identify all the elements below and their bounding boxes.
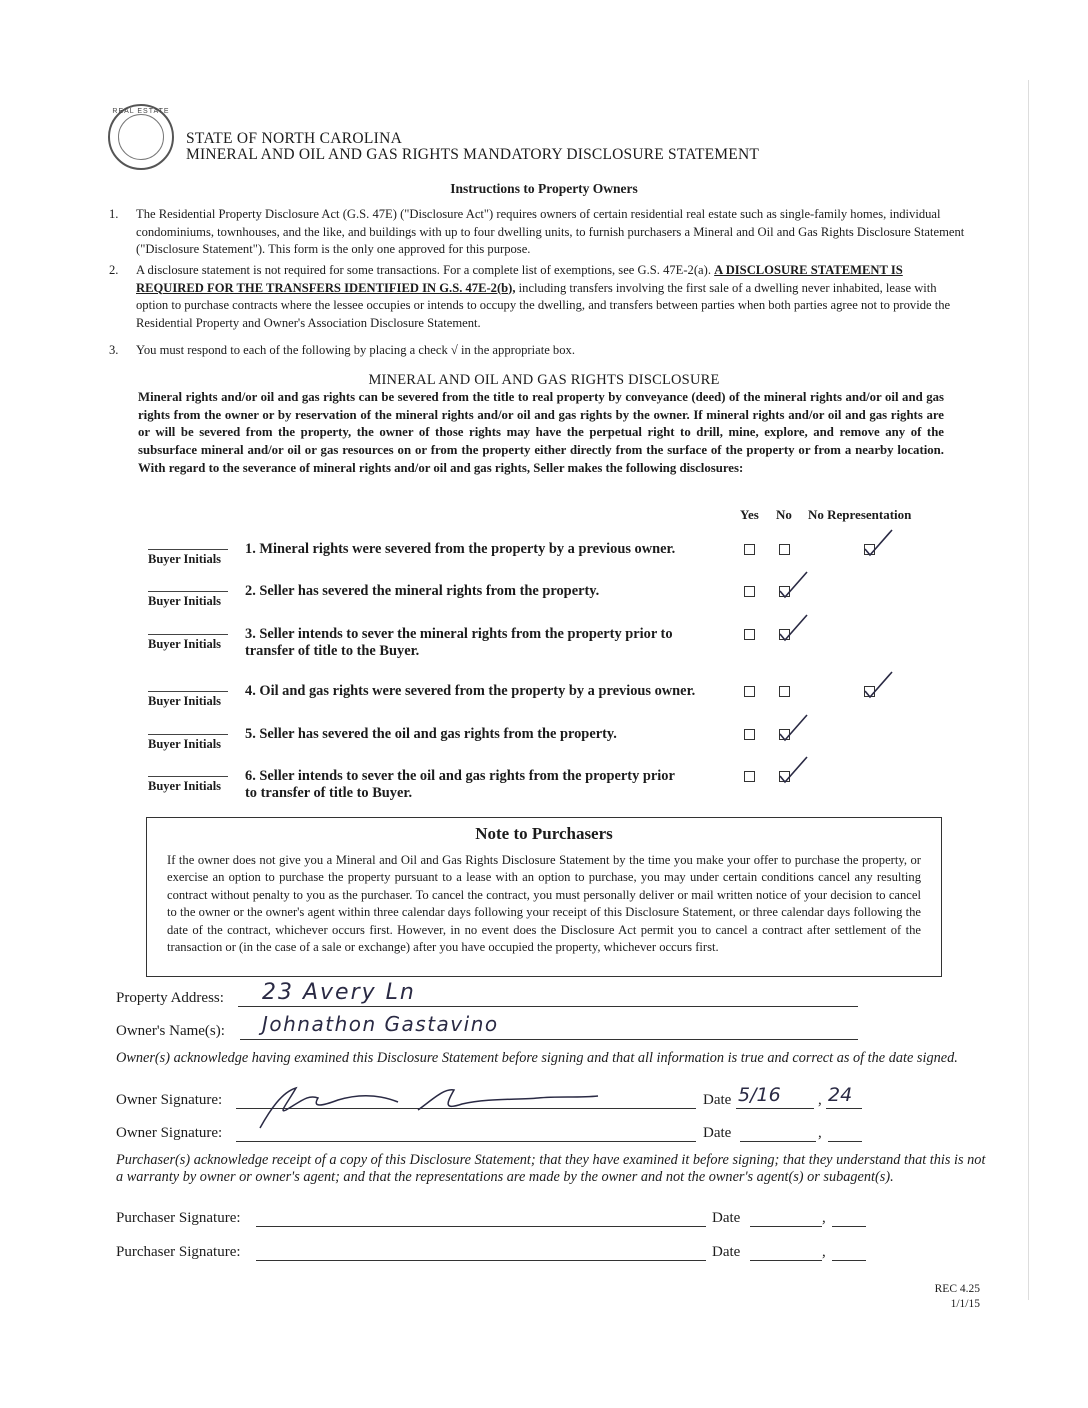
check-mark-icon <box>862 669 896 699</box>
checkbox-yes[interactable] <box>744 544 755 555</box>
purchaser-acknowledgment: Purchaser(s) acknowledge receipt of a copy of this Disclosure Statement; that they have examined it before signing; that they understand that this is not a warranty by owner or owner's agent; and that the representations are made by the owner and not the owner's agent(s) or subagent(s). <box>116 1152 986 1185</box>
owner-date-line-2[interactable] <box>740 1140 816 1142</box>
form-date: 1/1/15 <box>950 1298 980 1310</box>
owner-names-line <box>240 1038 858 1040</box>
question-text <box>245 683 735 700</box>
question-line: transfer of title to the Buyer. <box>245 643 420 659</box>
checkbox-yes[interactable] <box>744 771 755 782</box>
question-line: 1. Mineral rights were severed from the property by a previous owner. <box>245 541 676 557</box>
question-text <box>245 726 735 743</box>
owner-acknowledgment: Owner(s) acknowledge having examined this Disclosure Statement before signing and that all information is true and correct as of the date signed. <box>116 1050 958 1066</box>
question-line: 5. Seller has severed the oil and gas rights from the property. <box>245 726 617 742</box>
question-line: 2. Seller has severed the mineral rights from the property. <box>245 583 600 599</box>
checkbox-yes[interactable] <box>744 629 755 640</box>
checkbox-no[interactable] <box>779 686 790 697</box>
date-comma: , <box>822 1210 826 1226</box>
purchaser-date-label-1: Date <box>712 1210 741 1226</box>
instruction-number: 3. <box>109 343 119 357</box>
column-no-representation: No Representation <box>808 507 912 522</box>
check-mark-icon <box>777 712 811 742</box>
purchaser-date-line-2[interactable] <box>750 1259 822 1261</box>
date-comma: , <box>822 1244 826 1260</box>
note-body: If the owner does not give you a Mineral and Oil and Gas Rights Disclosure Statement by the time you make your offer to purchase the property, or exercise an option to purchase the property pursuant to a lease with an option to purchase, you may under certain conditions cancel any resulting contract without penalty to you as the purchaser. To cancel the contract, you must personally deliver or mail written notice of your decision to cancel to the owner or the owner's agent within three calendar days following your receipt of this Disclosure Statement, or three calendar days following the date of the contract, whichever occurs first. However, in no event does the Disclosure Act permit you to cancel a contract after settlement of the transaction or (in the case of a sale or exchange) after you have occupied the property, whichever occurs first. <box>167 853 921 955</box>
owner-year-line-1 <box>826 1107 862 1109</box>
instruction-text: A disclosure statement is not required for some transactions. For a complete list of exemptions, see G.S. 47E-2(a). <box>136 263 715 277</box>
seal-text: REAL ESTATE <box>112 108 170 115</box>
instruction-item-2 <box>109 262 970 332</box>
instruction-number: 1. <box>109 207 119 221</box>
page-edge <box>1028 80 1029 1300</box>
purchaser-signature-line-2[interactable] <box>256 1259 706 1261</box>
question-text <box>245 583 735 600</box>
instruction-text: The Residential Property Disclosure Act (G.S. 47E) ("Disclosure Act") requires owners of certain residential real estate such as single-family homes, individual condominiums, townhouses, and the like, and buildings with up to four dwelling units, to furnish purchasers a Mineral and Oil and Gas Rights Disclosure Statement ("Disclosure Statement"). This form is the only one approved for this purpose. <box>136 207 965 256</box>
purchaser-signature-label-1: Purchaser Signature: <box>116 1210 241 1226</box>
column-no: No <box>776 507 792 522</box>
question-line: 4. Oil and gas rights were severed from the property by a previous owner. <box>245 683 696 699</box>
disclosure-title: MINERAL AND OIL AND GAS RIGHTS DISCLOSURE <box>368 372 720 388</box>
check-mark-icon <box>862 527 896 557</box>
check-mark-icon <box>777 754 811 784</box>
question-line: 6. Seller intends to sever the oil and gas rights from the property prior <box>245 768 675 784</box>
owner-date-input-1[interactable]: 5/16 <box>738 1084 781 1106</box>
owner-signature-1[interactable] <box>248 1080 608 1132</box>
check-mark-icon <box>777 569 811 599</box>
instruction-text: You must respond to each of the following by placing a check √ in the appropriate box. <box>136 343 575 357</box>
owner-date-line-1 <box>736 1107 814 1109</box>
owner-date-label-1: Date <box>703 1092 732 1108</box>
owner-year-line-2[interactable] <box>828 1140 862 1142</box>
date-comma: , <box>818 1125 822 1141</box>
buyer-initials-field[interactable]: Buyer Initials <box>148 776 228 794</box>
question-line: to transfer of title to Buyer. <box>245 785 413 801</box>
owner-names-input[interactable]: Johnathon Gastavino <box>262 1012 499 1036</box>
instruction-number: 2. <box>109 263 119 277</box>
property-address-input[interactable]: 23 Avery Ln <box>262 980 416 1005</box>
question-text <box>245 626 735 660</box>
column-yes: Yes <box>740 507 759 522</box>
purchaser-year-line-1[interactable] <box>832 1225 866 1227</box>
question-text <box>245 541 735 558</box>
property-address-line <box>238 1005 858 1007</box>
page-title: MINERAL AND OIL AND GAS RIGHTS MANDATORY DISCLOSURE STATEMENT <box>186 146 760 163</box>
form-code: REC 4.25 <box>934 1283 980 1295</box>
note-box <box>146 817 942 977</box>
checkbox-yes[interactable] <box>744 686 755 697</box>
buyer-initials-field[interactable]: Buyer Initials <box>148 549 228 567</box>
question-text <box>245 768 735 802</box>
owner-date-label-2: Date <box>703 1125 732 1141</box>
instructions-title: Instructions to Property Owners <box>450 181 638 196</box>
note-title: Note to Purchasers <box>475 824 613 843</box>
owner-signature-label-2: Owner Signature: <box>116 1125 223 1141</box>
purchaser-signature-line-1[interactable] <box>256 1225 706 1227</box>
checkbox-yes[interactable] <box>744 729 755 740</box>
disclosure-body: Mineral rights and/or oil and gas rights can be severed from the title to real property by conveyance (deed) of the mineral rights and/or oil and gas rights from the owner or by reservation of the mineral rights and/or oil and gas rights by the owner. If mineral rights and/or oil and gas rights are or will be severed from the property, the owner of those rights may have the perpetual right to drill, mine, explore, and remove any of the subsurface mineral and/or oil or gas resources on or from the property either directly from the surface of the property or from a nearby location. With regard to the severance of mineral rights and/or oil and gas rights, Seller makes the following disclosures: <box>138 390 944 475</box>
date-comma: , <box>818 1092 822 1108</box>
state-heading: STATE OF NORTH CAROLINA <box>186 130 403 147</box>
owner-signature-label-1: Owner Signature: <box>116 1092 223 1108</box>
signature-stroke <box>260 1088 598 1128</box>
seal-icon <box>108 104 174 170</box>
checkbox-yes[interactable] <box>744 586 755 597</box>
check-mark-icon <box>777 612 811 642</box>
checkbox-no[interactable] <box>779 544 790 555</box>
seal-inner-ring <box>118 114 164 160</box>
owner-signature-line-2[interactable] <box>236 1140 696 1142</box>
instruction-text: including transfers involving the first sale of a dwelling never inhabited, lease with option to purchase contracts where the lessee occupies or intends to occupy the dwelling, and transfers between parties when both parties agree not to provide the Residential Property and Owner's Association Disclosure Statement. <box>136 280 951 330</box>
purchaser-signature-label-2: Purchaser Signature: <box>116 1244 241 1260</box>
instruction-item-1 <box>109 206 970 259</box>
form-footer <box>880 1282 980 1312</box>
owner-year-input-1[interactable]: 24 <box>828 1084 853 1106</box>
buyer-initials-field[interactable]: Buyer Initials <box>148 634 228 652</box>
buyer-initials-field[interactable]: Buyer Initials <box>148 591 228 609</box>
purchaser-date-label-2: Date <box>712 1244 741 1260</box>
purchaser-year-line-2[interactable] <box>832 1259 866 1261</box>
buyer-initials-field[interactable]: Buyer Initials <box>148 691 228 709</box>
buyer-initials-field[interactable]: Buyer Initials <box>148 734 228 752</box>
purchaser-date-line-1[interactable] <box>750 1225 822 1227</box>
property-address-label: Property Address: <box>116 990 224 1006</box>
owner-names-label: Owner's Name(s): <box>116 1023 225 1039</box>
instruction-item-3 <box>109 342 970 360</box>
question-line: 3. Seller intends to sever the mineral rights from the property prior to <box>245 626 673 642</box>
instruction-emphasis: A DISCLOSURE STATEMENT IS REQUIRED FOR THE TRANSFERS IDENTIFIED IN G.S. 47E-2(b), <box>136 263 903 295</box>
